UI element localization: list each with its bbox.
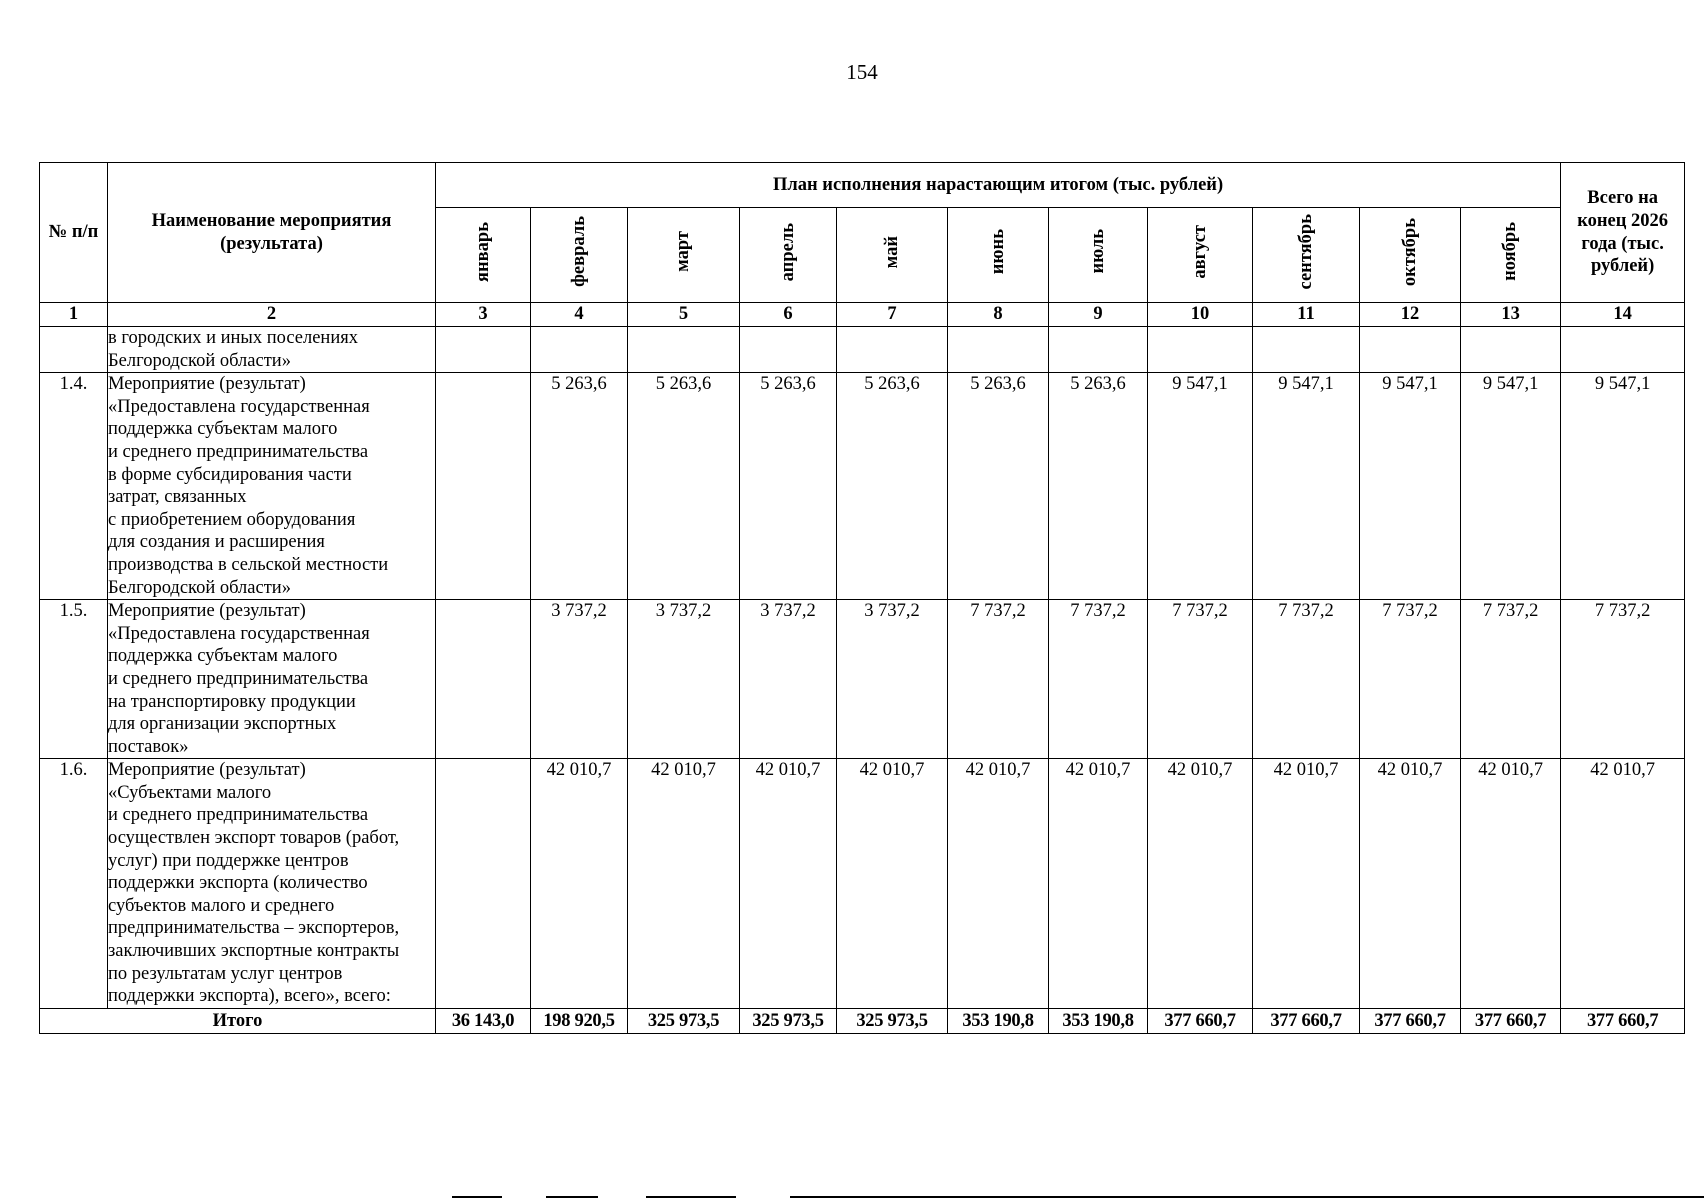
month-value: 42 010,7: [531, 759, 628, 1009]
month-value: [1148, 327, 1253, 373]
total-row-value: 377 660,7: [1360, 1008, 1461, 1033]
month-value: 7 737,2: [948, 600, 1049, 759]
column-number: 6: [740, 303, 837, 327]
month-value: 5 263,6: [837, 373, 948, 600]
month-value: [436, 373, 531, 600]
month-value: 5 263,6: [740, 373, 837, 600]
column-number-row: [40, 303, 1685, 327]
total-row-value: 377 660,7: [1461, 1008, 1561, 1033]
month-value: 42 010,7: [1148, 759, 1253, 1009]
month-label: ноябрь: [1500, 222, 1521, 282]
month-value: 3 737,2: [531, 600, 628, 759]
month-value: [948, 327, 1049, 373]
month-value: 42 010,7: [948, 759, 1049, 1009]
column-number: 13: [1461, 303, 1561, 327]
month-label: август: [1189, 224, 1210, 279]
total-row-value: 353 190,8: [948, 1008, 1049, 1033]
month-value: 42 010,7: [837, 759, 948, 1009]
activity-name: в городских и иных поселениях Белгородской области»: [108, 327, 436, 373]
header-activity-name: Наименование мероприятия (результата): [108, 163, 436, 303]
month-header: [740, 208, 837, 303]
month-value: 5 263,6: [948, 373, 1049, 600]
cumulative-plan-table: [39, 162, 1685, 1034]
month-value: 42 010,7: [628, 759, 740, 1009]
total-row-value: 325 973,5: [740, 1008, 837, 1033]
month-value: 42 010,7: [740, 759, 837, 1009]
month-value: [628, 327, 740, 373]
total-row: [40, 1008, 1685, 1033]
total-row-value: 353 190,8: [1049, 1008, 1148, 1033]
month-value: 3 737,2: [628, 600, 740, 759]
total-row-value: 198 920,5: [531, 1008, 628, 1033]
table-row: [40, 600, 1685, 759]
month-label: январь: [472, 221, 493, 282]
month-header: [1049, 208, 1148, 303]
month-value: 7 737,2: [1360, 600, 1461, 759]
month-header: [436, 208, 531, 303]
month-value: [740, 327, 837, 373]
row-index: 1.4.: [40, 373, 108, 600]
month-value: 9 547,1: [1360, 373, 1461, 600]
activity-name: Мероприятие (результат) «Предоставлена государственная поддержка субъектам малого и среднего предпринимательства в форме субсидирования части затрат, связанных с приобретением оборудования для создания и расширения производства в сельской местности Белгородской области»: [108, 373, 436, 600]
footer-rule: [790, 1196, 1704, 1198]
month-label: июнь: [987, 229, 1008, 275]
month-value: 5 263,6: [1049, 373, 1148, 600]
total-value: 7 737,2: [1561, 600, 1685, 759]
month-value: [1049, 327, 1148, 373]
activity-name: Мероприятие (результат) «Субъектами малого и среднего предпринимательства осуществлен экспорт товаров (работ, услуг) при поддержке центров поддержки экспорта (количество субъектов малого и среднего предпринимательства – экспортеров, заключивших экспортные контракты по результатам услуг центров поддержки экспорта), всего», всего:: [108, 759, 436, 1009]
month-label: май: [881, 235, 902, 268]
month-value: 5 263,6: [628, 373, 740, 600]
table-row: [40, 327, 1685, 373]
month-value: 7 737,2: [1049, 600, 1148, 759]
column-number: 10: [1148, 303, 1253, 327]
column-number: 9: [1049, 303, 1148, 327]
month-value: 9 547,1: [1253, 373, 1360, 600]
total-row-value: 36 143,0: [436, 1008, 531, 1033]
total-row-value: 377 660,7: [1253, 1008, 1360, 1033]
month-value: [1253, 327, 1360, 373]
month-value: 9 547,1: [1148, 373, 1253, 600]
month-label: июль: [1087, 229, 1108, 274]
month-label: март: [673, 231, 694, 273]
month-value: 3 737,2: [740, 600, 837, 759]
footer-rule: [646, 1196, 736, 1198]
month-value: 7 737,2: [1148, 600, 1253, 759]
total-value: 9 547,1: [1561, 373, 1685, 600]
month-value: [436, 759, 531, 1009]
page-number: 154: [846, 60, 878, 84]
month-header: [531, 208, 628, 303]
month-label: сентябрь: [1295, 213, 1316, 290]
column-number: 3: [436, 303, 531, 327]
month-value: 42 010,7: [1461, 759, 1561, 1009]
header-row-number: № п/п: [40, 163, 108, 303]
month-value: [436, 600, 531, 759]
row-index: 1.5.: [40, 600, 108, 759]
month-value: [1360, 327, 1461, 373]
table-row: [40, 373, 1685, 600]
month-header: [837, 208, 948, 303]
month-value: 42 010,7: [1253, 759, 1360, 1009]
month-value: [1461, 327, 1561, 373]
footer-rule: [452, 1196, 502, 1198]
month-value: [436, 327, 531, 373]
total-row-value: 377 660,7: [1148, 1008, 1253, 1033]
total-value: [1561, 327, 1685, 373]
activity-name: Мероприятие (результат) «Предоставлена государственная поддержка субъектам малого и среднего предпринимательства на транспортировку продукции для организации экспортных поставок»: [108, 600, 436, 759]
column-number: 14: [1561, 303, 1685, 327]
month-value: 7 737,2: [1461, 600, 1561, 759]
month-value: 42 010,7: [1049, 759, 1148, 1009]
month-label: апрель: [777, 222, 798, 281]
total-row-value: 325 973,5: [628, 1008, 740, 1033]
table-row: [40, 759, 1685, 1009]
total-label: Итого: [40, 1008, 436, 1033]
month-value: 3 737,2: [837, 600, 948, 759]
month-value: 7 737,2: [1253, 600, 1360, 759]
month-value: [531, 327, 628, 373]
column-number: 7: [837, 303, 948, 327]
row-index: 1.6.: [40, 759, 108, 1009]
total-value: 42 010,7: [1561, 759, 1685, 1009]
month-value: 9 547,1: [1461, 373, 1561, 600]
column-number: 4: [531, 303, 628, 327]
total-row-value: 377 660,7: [1561, 1008, 1685, 1033]
column-number: 1: [40, 303, 108, 327]
column-number: 12: [1360, 303, 1461, 327]
header-plan: План исполнения нарастающим итогом (тыс. рублей): [436, 163, 1561, 208]
row-index: [40, 327, 108, 373]
month-label: октябрь: [1399, 217, 1420, 286]
header-total-2026: Всего на конец 2026 года (тыс. рублей): [1561, 163, 1685, 303]
month-header: [628, 208, 740, 303]
month-header: [1360, 208, 1461, 303]
month-value: 42 010,7: [1360, 759, 1461, 1009]
total-row-value: 325 973,5: [837, 1008, 948, 1033]
column-number: 8: [948, 303, 1049, 327]
month-value: 5 263,6: [531, 373, 628, 600]
column-number: 5: [628, 303, 740, 327]
month-header: [1461, 208, 1561, 303]
column-number: 2: [108, 303, 436, 327]
month-header: [1253, 208, 1360, 303]
month-header: [1148, 208, 1253, 303]
column-number: 11: [1253, 303, 1360, 327]
month-value: [837, 327, 948, 373]
month-label: февраль: [568, 216, 589, 288]
month-header: [948, 208, 1049, 303]
footer-rule: [546, 1196, 598, 1198]
